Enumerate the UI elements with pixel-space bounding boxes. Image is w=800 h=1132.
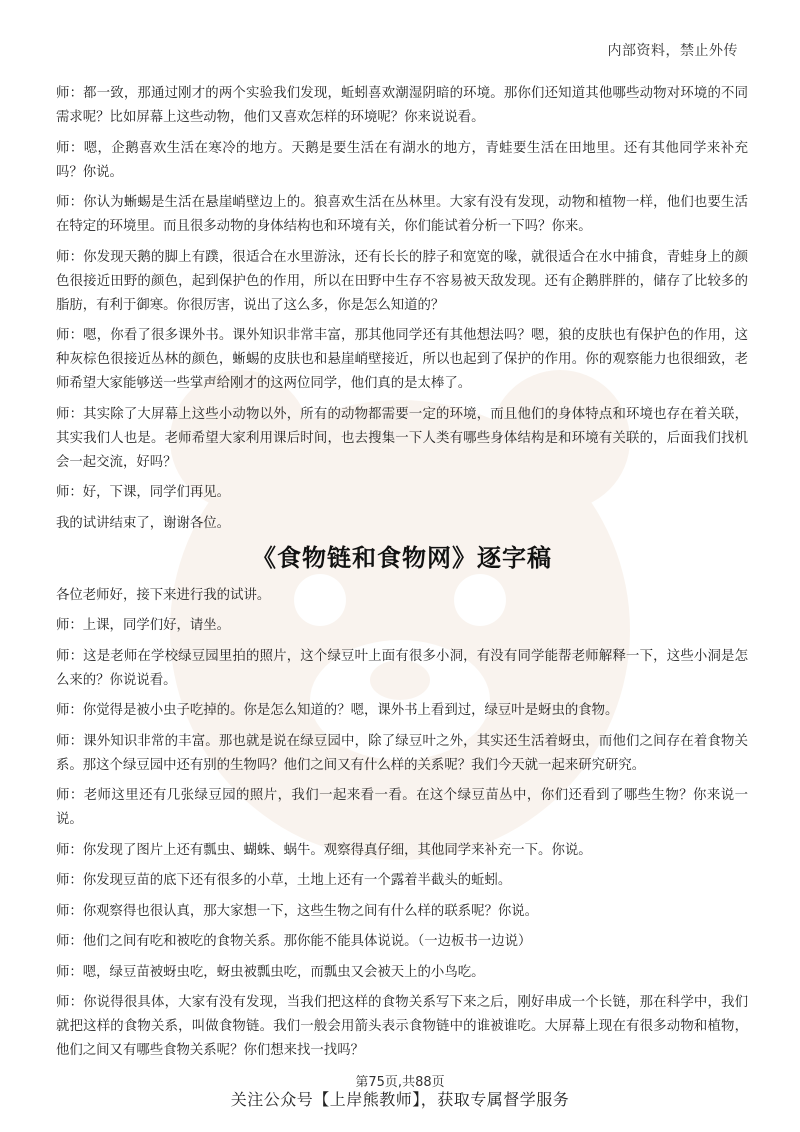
section-title: 《食物链和食物网》逐字稿 bbox=[252, 543, 552, 572]
paragraph: 师：课外知识非常的丰富。那也就是说在绿豆园中，除了绿豆叶之外，其实还生活着蚜虫，而他们之间存在着食物关系。那这个绿豆园中还有别的生物吗？他们之间又有什么样的关系呢？我们今天就一起来研究研究。 bbox=[56, 733, 748, 773]
paragraph: 师：你认为蜥蜴是生活在悬崖峭壁边上的。狼喜欢生活在丛林里。大家有没有发现，动物和植物一样，他们也要生活在特定的环境里。而且很多动物的身体结构也和环境有关，你们能试着分析一下吗？你来。 bbox=[56, 195, 748, 234]
paragraph: 我的试讲结束了，谢谢各位。 bbox=[56, 515, 231, 531]
paragraph: 师：好，下课，同学们再见。 bbox=[56, 485, 231, 500]
paragraph: 师：你发现了图片上还有瓢虫、蝴蛛、蜗牛。观察得真仔细，其他同学来补充一下。你说。 bbox=[56, 842, 592, 858]
confidential-note: 内部资料，禁止外传 bbox=[607, 43, 738, 59]
paragraph: 师：上课，同学们好，请坐。 bbox=[56, 618, 231, 633]
paragraph: 师：你观察得也很认真，那大家想一下，这些生物之间有什么样的联系呢？你说。 bbox=[56, 903, 539, 919]
paragraph: 师：他们之间有吃和被吃的食物关系。那你能不能具体说说。（一边板书一边说） bbox=[56, 934, 532, 949]
page-number: 第75页,共88页 bbox=[355, 1075, 445, 1090]
paragraph: 各位老师好，接下来进行我的试讲。 bbox=[56, 587, 271, 603]
paragraph: 师：你发现天鹅的脚上有蹼，很适合在水里游泳，还有长长的脖子和宽宽的喙，就很适合在水中捕食，青蛙身上的颜色很接近田野的颜色，起到保护色的作用，所以在田野中生存不容易被天敌发现。还有企鹅胖胖的，储存了比较多的脂肪，有利于御寒。你很厉害，说出了这么多，你是怎么知道的？ bbox=[56, 249, 748, 313]
paragraph: 师：你说得很具体，大家有没有发现，当我们把这样的食物关系写下来之后，刚好串成一个长链，那在科学中，我们就把这样的食物关系，叫做食物链。我们一般会用箭头表示食物链中的谁被谁吃。大屏幕上现在有很多动物和植物，他们之间又有哪些食物关系呢？你们想来找一找吗？ bbox=[56, 995, 748, 1058]
paragraph: 师：这是老师在学校绿豆园里拍的照片，这个绿豆叶上面有很多小洞，有没有同学能帮老师解释一下，这些小洞是怎么来的？你说说看。 bbox=[56, 648, 748, 688]
paragraph: 师：你发现豆苗的底下还有很多的小草，土地上还有一个露着半截头的蚯蚓。 bbox=[56, 873, 512, 888]
paragraph: 师：嗯，绿豆苗被蚜虫吃，蚜虫被瓢虫吃，而瓢虫又会被天上的小鸟吃。 bbox=[56, 964, 485, 980]
paragraph: 师：老师这里还有几张绿豆园的照片，我们一起来看一看。在这个绿豆苗丛中，你们还看到了哪些生物？你来说一说。 bbox=[56, 788, 748, 827]
paragraph: 师：都一致，那通过刚才的两个实验我们发现，蚯蚓喜欢潮湿阴暗的环境。那你们还知道其他哪些动物对环境的不同需求呢？比如屏幕上这些动物，他们又喜欢怎样的环境呢？你来说说看。 bbox=[56, 86, 748, 125]
document-body bbox=[56, 82, 748, 1070]
footer-promo: 关注公众号【上岸熊教师】，获取专属督学服务 bbox=[230, 1090, 570, 1109]
paragraph: 师：嗯，你看了很多课外书。课外知识非常丰富，那其他同学还有其他想法吗？嗯，狼的皮肤也有保护色的作用，这种灰棕色很接近丛林的颜色，蜥蜴的皮肤也和悬崖峭壁接近，所以也起到了保护的作用。你的观察能力也很细致，老师希望大家能够送一些掌声给刚才的这两位同学，他们真的是太棒了。 bbox=[56, 328, 748, 391]
paragraph: 师：你觉得是被小虫子吃掉的。你是怎么知道的？嗯，课外书上看到过，绿豆叶是蚜虫的食物。 bbox=[56, 703, 619, 718]
paragraph: 师：其实除了大屏幕上这些小动物以外，所有的动物都需要一定的环境，而且他们的身体特点和环境也存在着关联，其实我们人也是。老师希望大家利用课后时间，也去搜集一下人类有哪些身体结构是和环境有关联的，后面我们找机会一起交流，好吗？ bbox=[56, 406, 748, 470]
paragraphs-after bbox=[56, 584, 748, 1064]
paragraphs-before bbox=[56, 82, 748, 536]
paragraph: 师：嗯，企鹅喜欢生活在寒冷的地方。天鹅是要生活在有湖水的地方，青蛙要生活在田地里。还有其他同学来补充吗？你说。 bbox=[56, 140, 748, 180]
